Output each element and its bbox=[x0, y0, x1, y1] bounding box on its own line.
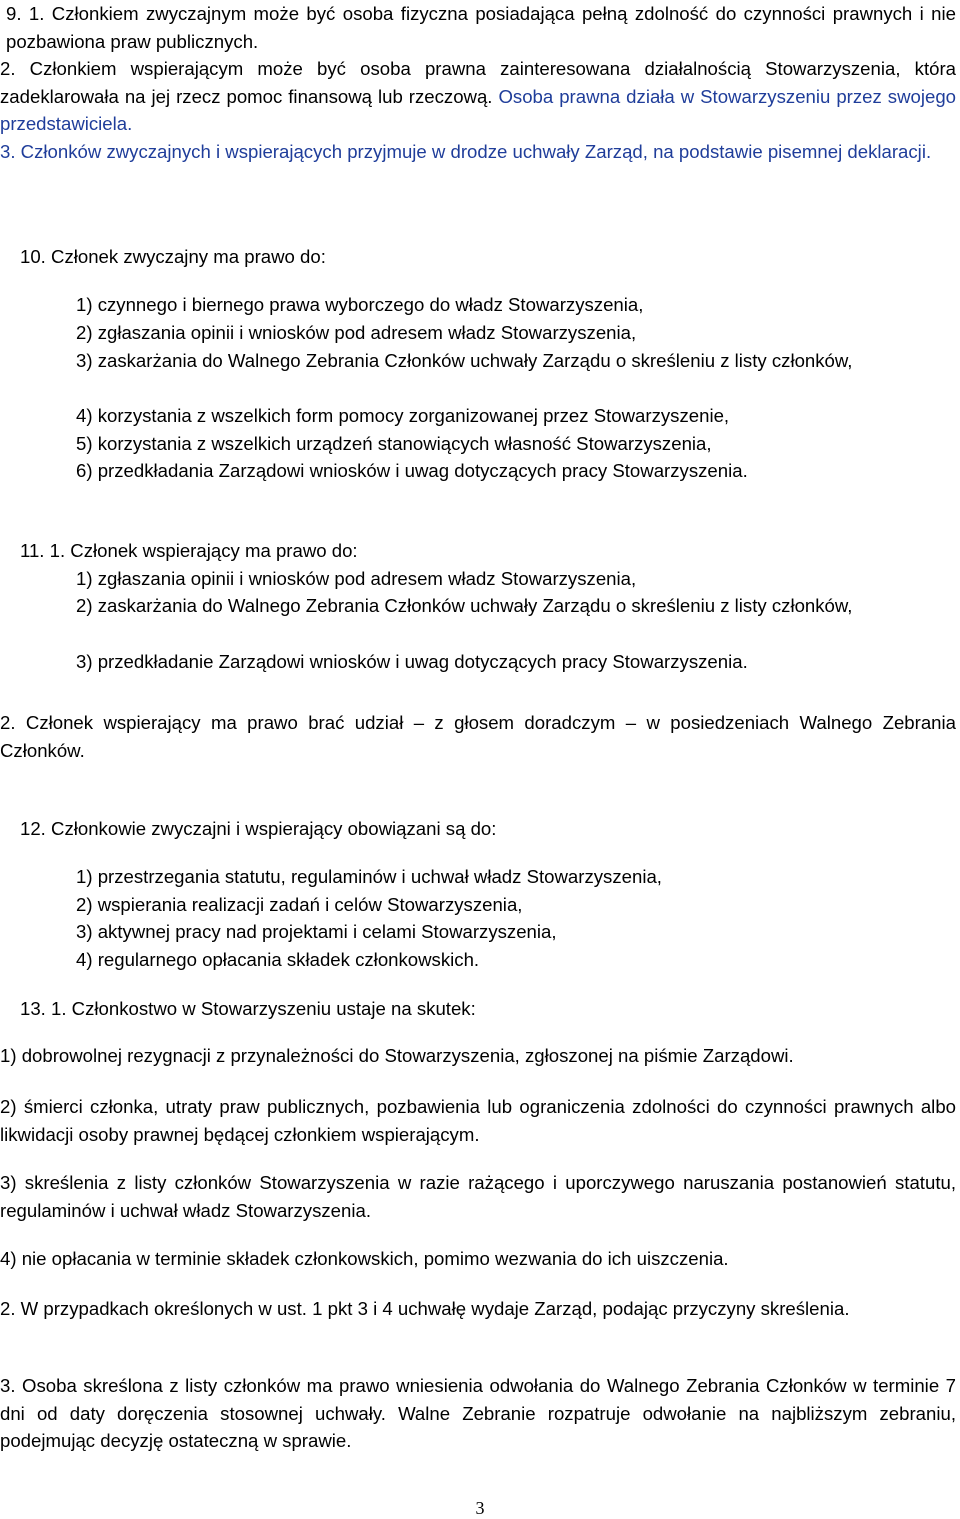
section-10-item-4: 4) korzystania z wszelkich form pomocy zorganizowanej przez Stowarzyszenie, bbox=[76, 405, 730, 426]
section-11-item-1: 1) zgłaszania opinii i wniosków pod adresem władz Stowarzyszenia, bbox=[76, 568, 637, 589]
section-13-item-2: 2) śmierci członka, utraty praw publicznych, pozbawienia lub ograniczenia zdolności do czynności prawnych albo likwidacji osoby prawnej będącej członkiem wspierającym. bbox=[0, 1096, 956, 1145]
section-13-item-1: 1) dobrowolnej rezygnacji z przynależności do Stowarzyszenia, zgłoszonej na piśmie Zarządowi. bbox=[0, 1045, 794, 1066]
section-10-item-6: 6) przedkładania Zarządowi wniosków i uwag dotyczących pracy Stowarzyszenia. bbox=[76, 460, 748, 481]
section-9-paragraph-1: 9. 1. Członkiem zwyczajnym może być osoba fizyczna posiadająca pełną zdolność do czynności prawnych i nie pozbawiona praw publicznych. bbox=[6, 3, 956, 52]
section-9-paragraph-3: 3. Członków zwyczajnych i wspierających przyjmuje w drodze uchwały Zarząd, na podstawie pisemnej deklaracji. bbox=[0, 141, 932, 162]
section-13-item-4: 4) nie opłacania w terminie składek członkowskich, pomimo wezwania do ich uiszczenia. bbox=[0, 1248, 729, 1269]
section-11-heading: 11. 1. Członek wspierający ma prawo do: bbox=[20, 540, 358, 561]
section-10-item-3: 3) zaskarżania do Walnego Zebrania Członków uchwały Zarządu o skreśleniu z listy członków, bbox=[76, 350, 853, 371]
section-10-item-2: 2) zgłaszania opinii i wniosków pod adresem władz Stowarzyszenia, bbox=[76, 322, 637, 343]
page-number: 3 bbox=[475, 1498, 485, 1518]
section-12-item-1: 1) przestrzegania statutu, regulaminów i uchwał władz Stowarzyszenia, bbox=[76, 866, 662, 887]
section-10-item-5: 5) korzystania z wszelkich urządzeń stanowiących własność Stowarzyszenia, bbox=[76, 433, 712, 454]
section-13-item-3: 3) skreślenia z listy członków Stowarzyszenia w razie rażącego i uporczywego naruszania postanowień statutu, regulaminów i uchwał władz Stowarzyszenia. bbox=[0, 1172, 956, 1221]
section-9-paragraph-2-text: 2. Członkiem wspierającym może być osoba prawna zainteresowana działalnością Stowarzyszenia, która zadeklarowała na jej rzecz pomoc finansową lub rzeczową. bbox=[0, 58, 956, 107]
section-9-paragraph-2-highlight: Osoba prawna działa w Stowarzyszeniu przez swojego przedstawiciela. bbox=[0, 85, 956, 135]
section-12-heading: 12. Członkowie zwyczajni i wspierający obowiązani są do: bbox=[20, 818, 497, 839]
section-10-item-1: 1) czynnego i biernego prawa wyborczego do władz Stowarzyszenia, bbox=[76, 294, 644, 315]
section-11-item-2: 2) zaskarżania do Walnego Zebrania Członków uchwały Zarządu o skreśleniu z listy członków, bbox=[76, 595, 853, 616]
section-11-item-3: 3) przedkładanie Zarządowi wniosków i uwag dotyczących pracy Stowarzyszenia. bbox=[76, 651, 748, 672]
section-11-paragraph-2: 2. Członek wspierający ma prawo brać udział – z głosem doradczym – w posiedzeniach Walnego Zebrania Członków. bbox=[0, 712, 956, 761]
section-13-paragraph-3: 3. Osoba skreślona z listy członków ma prawo wniesienia odwołania do Walnego Zebrania Członków w terminie 7 dni od daty doręczenia stosownej uchwały. Walne Zebranie rozpatruje odwołanie na najbliższym zebraniu, podejmując decyzję ostateczną w sprawie. bbox=[0, 1375, 956, 1452]
section-13-heading: 13. 1. Członkostwo w Stowarzyszeniu ustaje na skutek: bbox=[20, 998, 476, 1019]
section-9-paragraph-2 bbox=[0, 55, 956, 138]
section-13-paragraph-2: 2. W przypadkach określonych w ust. 1 pkt 3 i 4 uchwałę wydaje Zarząd, podając przyczyny skreślenia. bbox=[0, 1298, 850, 1319]
section-12-item-4: 4) regularnego opłacania składek członkowskich. bbox=[76, 949, 480, 970]
section-12-item-2: 2) wspierania realizacji zadań i celów Stowarzyszenia, bbox=[76, 894, 523, 915]
section-12-item-3: 3) aktywnej pracy nad projektami i celami Stowarzyszenia, bbox=[76, 921, 557, 942]
section-10-heading: 10. Członek zwyczajny ma prawo do: bbox=[20, 246, 326, 267]
